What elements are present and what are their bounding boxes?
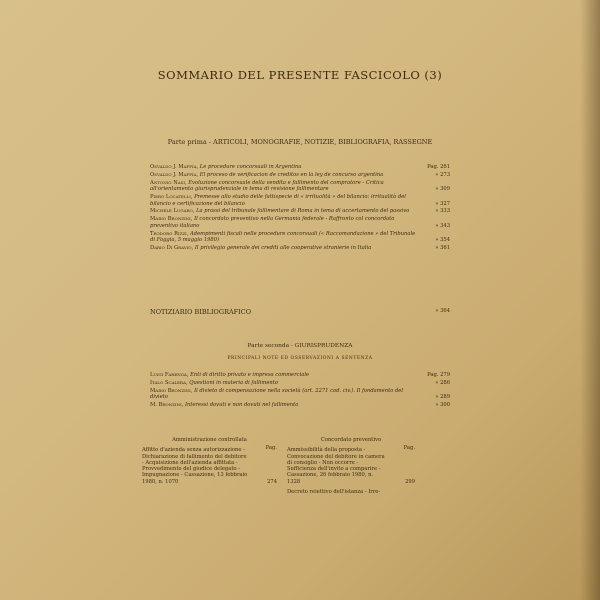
list-item [150, 164, 450, 170]
column-heading: Concordato preventivo [320, 437, 382, 443]
part1-entries [150, 164, 450, 253]
part1-title: - ARTICOLI, MONOGRAFIE, NOTIZIE, BIBLIOGRAFIA, RASSEGNE [208, 138, 433, 146]
column-entry-text: Ammissibilità della proposta - Convocazione del debitore in camera di consiglio - Non occorre - Sufficienza dell'invito a comparire - Cassazione, 26 febbraio 1980, n. 1328 [287, 447, 385, 485]
entry-page: » 300 [435, 402, 450, 409]
entry-author: Osvaldo J. Maffía, [150, 171, 199, 178]
part2-title: - GIURISPRUDENZA [290, 343, 353, 349]
entry-title: Il privilegio generale dei crediti alle cooperative stranierie in Italia [194, 244, 372, 251]
list-item [150, 372, 450, 378]
entry-author: Osvaldo J. Maffía, [150, 164, 199, 170]
column-entry-text: Decreto reiettivo dell'istanza - Irre- [287, 489, 381, 496]
list-item [150, 380, 450, 386]
entry-author: Antonio Nasi, [150, 179, 187, 186]
notiziario-page: » 364 [435, 308, 450, 314]
entry-author: M. Bronzini, [150, 402, 184, 409]
list-item [150, 402, 450, 408]
page-edge-shadow [580, 0, 600, 600]
entry-page: » 273 [435, 171, 450, 178]
column-entry [142, 447, 277, 485]
column-entry-text: Affitto d'azienda senza autorizzazione - Dichiarazione di fallimento del debitore - Acquisizione dell'azienda affittata - Provvedimento del giudice delegato - Impugnazione - Cassazione, 13 febbraio 1980, n. 1070 [142, 447, 248, 485]
list-item [150, 231, 450, 244]
entry-title: Il divieto di compensazione nella società (art. 2271 cod. civ.). Il fondamento del divieto [150, 387, 404, 401]
part1-heading [150, 138, 450, 146]
entry-page: » 343 [435, 222, 450, 229]
entry-page: » 333 [435, 208, 450, 215]
part2-subheading: PRINCIPALI NOTE ED OSSERVAZIONI A SENTENZA [227, 356, 373, 361]
entry-title: Questioni in materia di fallimento [189, 379, 278, 386]
part2-heading [0, 343, 600, 349]
part2-entries [150, 372, 450, 410]
entry-title: Enti di diritto privato e impresa commerciale [190, 372, 310, 378]
entry-page: » 361 [435, 244, 450, 251]
column-pag-label: Pag. [403, 445, 415, 451]
entry-title: Premesse allo studio delle fattispecie di « irritualità » del bilancio: irritualità del bilancio e certificazione del bilancio [150, 194, 406, 207]
column-entry [287, 447, 415, 485]
entry-author: Piero Locatelli, [150, 194, 193, 201]
part1-label: Parte prima [167, 138, 207, 146]
entry-author: Italo Scalera, [150, 379, 188, 386]
entry-author: Teodoro Rizzi, [150, 230, 189, 237]
list-item [150, 172, 450, 178]
list-item [150, 245, 450, 251]
entry-author: Mario Bronzini, [150, 216, 193, 223]
part2-label: Parte seconda [247, 343, 290, 349]
entry-page: » 286 [435, 379, 450, 386]
entry-page: Pag. 261 [427, 164, 450, 170]
column-entry-page: 274 [267, 478, 277, 485]
column-concordato [287, 437, 415, 495]
column-pag-label: Pag. [265, 445, 277, 451]
entry-title: Interessi dovuti e non dovuti nel fallimento [184, 402, 299, 409]
list-item [150, 388, 450, 401]
column-heading: Amministrazione controllata [172, 437, 247, 443]
entry-author: Michele Lugaro, [150, 208, 195, 215]
entry-author: Dario Di Gravio, [150, 244, 194, 251]
entry-page: » 327 [435, 200, 450, 207]
list-item [150, 180, 450, 193]
page-title: SOMMARIO DEL PRESENTE FASCICOLO (3) [157, 68, 443, 82]
entry-author: Luigi Farenga, [150, 372, 189, 378]
column-entry [287, 489, 415, 495]
entry-title: La prassi del tribunale fallimentare di Roma in tema di accertamento del passivo [196, 208, 410, 215]
entry-title: Il concordato preventivo nella Germania federale - Raffronto col concordato preventivo italiano [150, 216, 395, 229]
column-entry-page: 299 [405, 478, 415, 485]
entry-page: » 354 [435, 237, 450, 244]
entry-title: Le procedure concorsuali in Argentina [199, 164, 302, 170]
entry-title: El proceso de verificacion de creditos en la ley de concurso argentina [199, 171, 384, 178]
list-item [150, 216, 450, 229]
notiziario-bibliografico [150, 308, 450, 316]
entry-page: » 289 [435, 394, 450, 401]
notiziario-label: NOTIZIARIO BIBLIOGRAFICO [150, 308, 252, 316]
column-amministrazione [142, 437, 277, 485]
entry-page: Pag. 279 [427, 372, 450, 378]
entry-page: » 309 [435, 186, 450, 193]
entry-author: Mario Bronzini, [150, 387, 193, 394]
list-item [150, 208, 450, 214]
entry-title: Adempimenti fiscali nelle procedure concorsuali (« Raccomandazione » del Tribunale di Foggia, 5 maggio 1980) [150, 230, 416, 244]
list-item [150, 194, 450, 207]
entry-title: Evoluzione concorsuale della vendita e fallimento del compratore - Critica all'orientamento giurisprudenziale in tema di revisione fallimentare [150, 179, 384, 193]
